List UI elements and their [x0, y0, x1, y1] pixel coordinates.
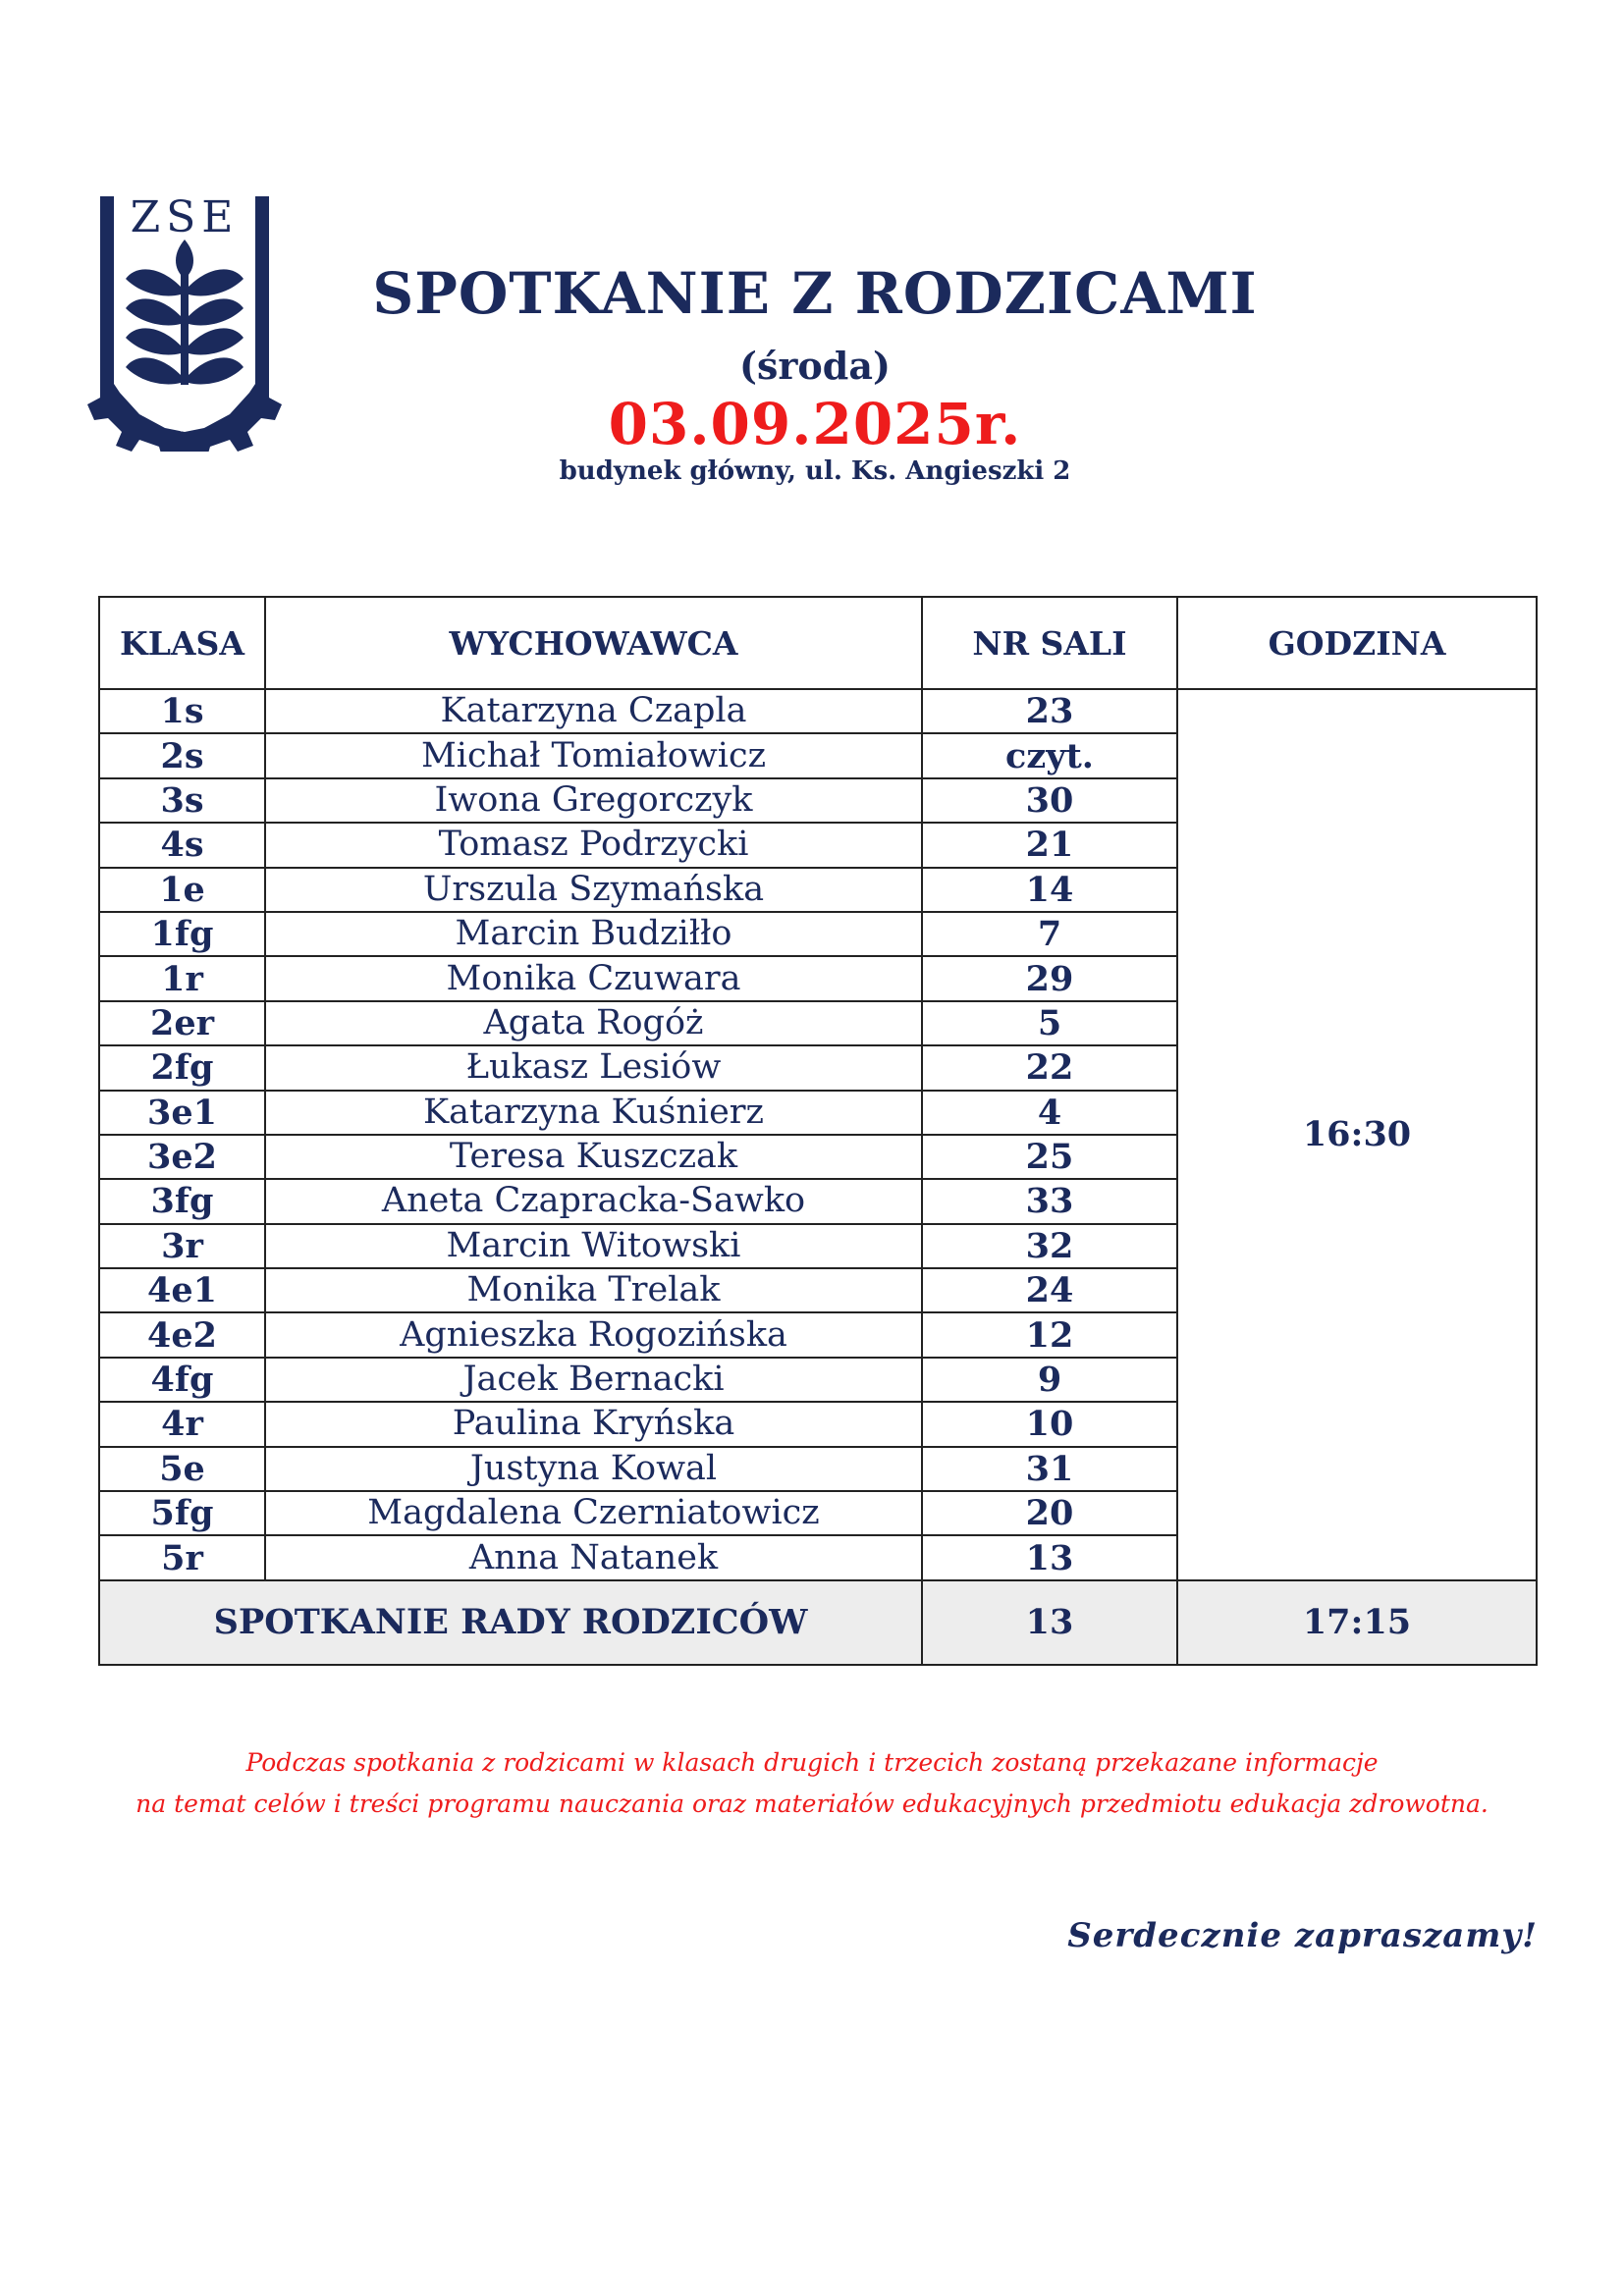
cell-wychowawca: Urszula Szymańska — [265, 868, 922, 912]
cell-wychowawca: Aneta Czapracka-Sawko — [265, 1179, 922, 1223]
cell-sala: 25 — [922, 1135, 1177, 1179]
header-wychowawca: WYCHOWAWCA — [265, 597, 922, 689]
cell-wychowawca: Paulina Kryńska — [265, 1402, 922, 1446]
table-header-row — [99, 597, 1537, 689]
cell-sala: 30 — [922, 778, 1177, 823]
cell-sala: 31 — [922, 1447, 1177, 1491]
page-title: SPOTKANIE Z RODZICAMI — [372, 260, 1258, 327]
cell-klasa: 4s — [99, 823, 265, 867]
cell-klasa: 3e2 — [99, 1135, 265, 1179]
cell-klasa: 3e1 — [99, 1091, 265, 1135]
cell-klasa: 1fg — [99, 912, 265, 956]
meeting-date: 03.09.2025r. — [608, 391, 1022, 457]
cell-klasa: 4r — [99, 1402, 265, 1446]
info-note-line-1: Podczas spotkania z rodzicami w klasach drugich i trzecich zostaną przekazane informacje — [245, 1748, 1379, 1777]
cell-wychowawca: Katarzyna Czapla — [265, 689, 922, 733]
cell-wychowawca: Agata Rogóż — [265, 1001, 922, 1045]
footer-godzina: 17:15 — [1177, 1580, 1537, 1665]
cell-wychowawca: Michał Tomiałowicz — [265, 733, 922, 777]
cell-wychowawca: Katarzyna Kuśnierz — [265, 1091, 922, 1135]
cell-sala: 20 — [922, 1491, 1177, 1535]
cell-sala: 29 — [922, 956, 1177, 1000]
cell-sala: 23 — [922, 689, 1177, 733]
cell-wychowawca: Marcin Witowski — [265, 1224, 922, 1268]
cell-sala: 32 — [922, 1224, 1177, 1268]
cell-sala: 7 — [922, 912, 1177, 956]
school-logo — [81, 192, 289, 452]
table-row — [99, 689, 1537, 733]
cell-sala: 9 — [922, 1358, 1177, 1402]
header-klasa: KLASA — [99, 597, 265, 689]
cell-klasa: 4fg — [99, 1358, 265, 1402]
cell-klasa: 1s — [99, 689, 265, 733]
cell-sala: 14 — [922, 868, 1177, 912]
cell-wychowawca: Tomasz Podrzycki — [265, 823, 922, 867]
cell-klasa: 2s — [99, 733, 265, 777]
footer-label: SPOTKANIE RADY RODZICÓW — [99, 1580, 922, 1665]
cell-klasa: 5e — [99, 1447, 265, 1491]
cell-wychowawca: Justyna Kowal — [265, 1447, 922, 1491]
cell-wychowawca: Agnieszka Rogozińska — [265, 1312, 922, 1357]
cell-wychowawca: Marcin Budziłło — [265, 912, 922, 956]
footer-sala: 13 — [922, 1580, 1177, 1665]
cell-klasa: 4e2 — [99, 1312, 265, 1357]
cell-sala: 4 — [922, 1091, 1177, 1135]
cell-klasa: 3fg — [99, 1179, 265, 1223]
cell-wychowawca: Monika Czuwara — [265, 956, 922, 1000]
cell-wychowawca: Jacek Bernacki — [265, 1358, 922, 1402]
cell-sala: 21 — [922, 823, 1177, 867]
cell-sala: 22 — [922, 1045, 1177, 1090]
cell-wychowawca: Anna Natanek — [265, 1535, 922, 1579]
cell-sala: 33 — [922, 1179, 1177, 1223]
header-nr-sali: NR SALI — [922, 597, 1177, 689]
cell-sala: 24 — [922, 1268, 1177, 1312]
cell-sala: 5 — [922, 1001, 1177, 1045]
weekday: (środa) — [739, 344, 891, 388]
cell-sala: 10 — [922, 1402, 1177, 1446]
closing-text: Serdecznie zapraszamy! — [1067, 1916, 1538, 1955]
info-note — [59, 1742, 1565, 1825]
meeting-address: budynek główny, ul. Ks. Angieszki 2 — [559, 456, 1071, 486]
header-godzina: GODZINA — [1177, 597, 1537, 689]
cell-klasa: 3r — [99, 1224, 265, 1268]
cell-sala: 12 — [922, 1312, 1177, 1357]
logo-letters: ZSE — [130, 192, 240, 242]
logo-ring-text: im. Wincentego Styka — [141, 406, 228, 432]
cell-wychowawca: Magdalena Czerniatowicz — [265, 1491, 922, 1535]
cell-sala: czyt. — [922, 733, 1177, 777]
cell-klasa: 2fg — [99, 1045, 265, 1090]
cell-klasa: 1r — [99, 956, 265, 1000]
cell-klasa: 5fg — [99, 1491, 265, 1535]
schedule-table — [98, 596, 1538, 1666]
cell-sala: 13 — [922, 1535, 1177, 1579]
info-note-line-2: na temat celów i treści programu nauczania oraz materiałów edukacyjnych przedmiotu edukacja zdrowotna. — [135, 1789, 1489, 1818]
cell-klasa: 3s — [99, 778, 265, 823]
cell-klasa: 4e1 — [99, 1268, 265, 1312]
cell-klasa: 2er — [99, 1001, 265, 1045]
table-footer-row — [99, 1580, 1537, 1665]
cell-wychowawca: Iwona Gregorczyk — [265, 778, 922, 823]
cell-wychowawca: Teresa Kuszczak — [265, 1135, 922, 1179]
cell-klasa: 1e — [99, 868, 265, 912]
cell-klasa: 5r — [99, 1535, 265, 1579]
cell-wychowawca: Łukasz Lesiów — [265, 1045, 922, 1090]
cell-godzina: 16:30 — [1177, 689, 1537, 1580]
cell-wychowawca: Monika Trelak — [265, 1268, 922, 1312]
